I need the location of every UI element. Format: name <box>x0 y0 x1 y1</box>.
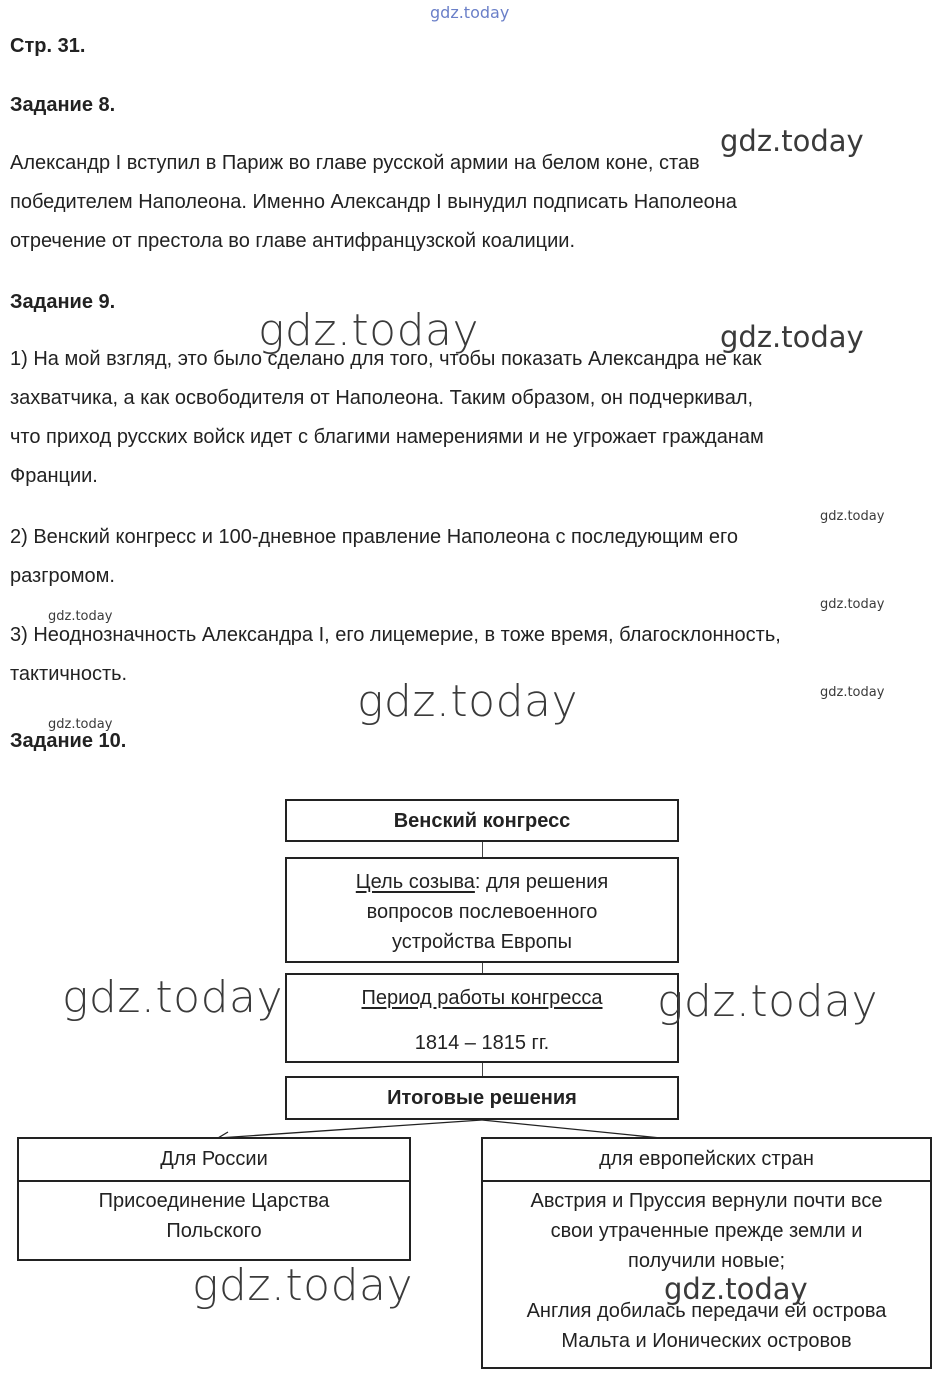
europe-body <box>483 1182 930 1356</box>
diagram-top-box: Венский конгресс <box>285 799 679 842</box>
answer-line: 1) На мой взгляд, это было сделано для того, чтобы показать Александра не как <box>10 348 762 370</box>
task8-line: победителем Наполеона. Именно Александр I вынудил подписать Наполеона <box>10 191 737 213</box>
watermark: gdz.today <box>820 685 885 700</box>
answer-line: захватчика, а как освободителя от Наполеона. Таким образом, он подчеркивал, <box>10 387 754 409</box>
russia-line: Польского <box>166 1220 262 1242</box>
watermark: gdz.today <box>720 320 864 354</box>
europe-line: получили новые; <box>627 1250 786 1272</box>
answer-line: 2) Венский конгресс и 100-дневное правление Наполеона с последующим его <box>10 526 739 548</box>
task10-title: Задание 10. <box>10 730 127 752</box>
russia-line: Присоединение Царства <box>98 1190 330 1212</box>
answer-line: разгромом. <box>10 565 115 587</box>
answer-line: тактичность. <box>10 663 128 685</box>
period-value: 1814 – 1815 гг. <box>414 1032 550 1054</box>
diagram-europe-box <box>481 1137 932 1369</box>
watermark: gdz.today <box>357 676 579 727</box>
arrow-line-left <box>218 1120 482 1138</box>
goal-line-3: устройства Европы <box>391 931 572 953</box>
answer-line: что приход русских войск идет с благими намерениями и не угрожает гражданам <box>10 426 764 448</box>
diagram-russia-box <box>17 1137 411 1261</box>
europe-line: Австрия и Пруссия вернули почти все <box>530 1190 883 1212</box>
watermark: gdz.today <box>657 976 879 1027</box>
europe-line: свои утраченные прежде земли и <box>550 1220 863 1242</box>
goal-label: Цель созыва <box>355 871 475 893</box>
russia-body <box>19 1182 409 1246</box>
watermark: gdz.today <box>258 305 480 356</box>
watermark: gdz.today <box>192 1260 414 1311</box>
task8-line: отречение от престола во главе антифранцузской коалиции. <box>10 230 576 252</box>
europe-line: Мальта и Ионических островов <box>561 1330 852 1352</box>
answer-line: Франции. <box>10 465 98 487</box>
watermark: gdz.today <box>720 124 864 158</box>
watermark: gdz.today <box>48 609 113 624</box>
goal-text: : для решения <box>474 871 609 893</box>
watermark: gdz.today <box>820 597 885 612</box>
watermark: gdz.today <box>820 509 885 524</box>
task8-line: Александр I вступил в Париж во главе русской армии на белом коне, став <box>10 152 700 174</box>
europe-header: для европейских стран <box>483 1139 930 1182</box>
europe-line: Англия добилась передачи ей острова <box>526 1300 887 1322</box>
page-label: Стр. 31. <box>10 35 86 57</box>
russia-header: Для России <box>19 1139 409 1182</box>
watermark: gdz.today <box>430 3 510 22</box>
diagram-results-box: Итоговые решения <box>285 1076 679 1120</box>
period-label: Период работы конгресса <box>361 987 603 1009</box>
answer-line: 3) Неоднозначность Александра I, его лицемерие, в тоже время, благосклонность, <box>10 624 781 646</box>
watermark: gdz.today <box>48 717 113 732</box>
goal-line-2: вопросов послевоенного <box>366 901 598 923</box>
watermark: gdz.today <box>664 1272 808 1306</box>
task9-title: Задание 9. <box>10 291 116 313</box>
watermark: gdz.today <box>62 972 284 1023</box>
task8-title: Задание 8. <box>10 94 116 116</box>
